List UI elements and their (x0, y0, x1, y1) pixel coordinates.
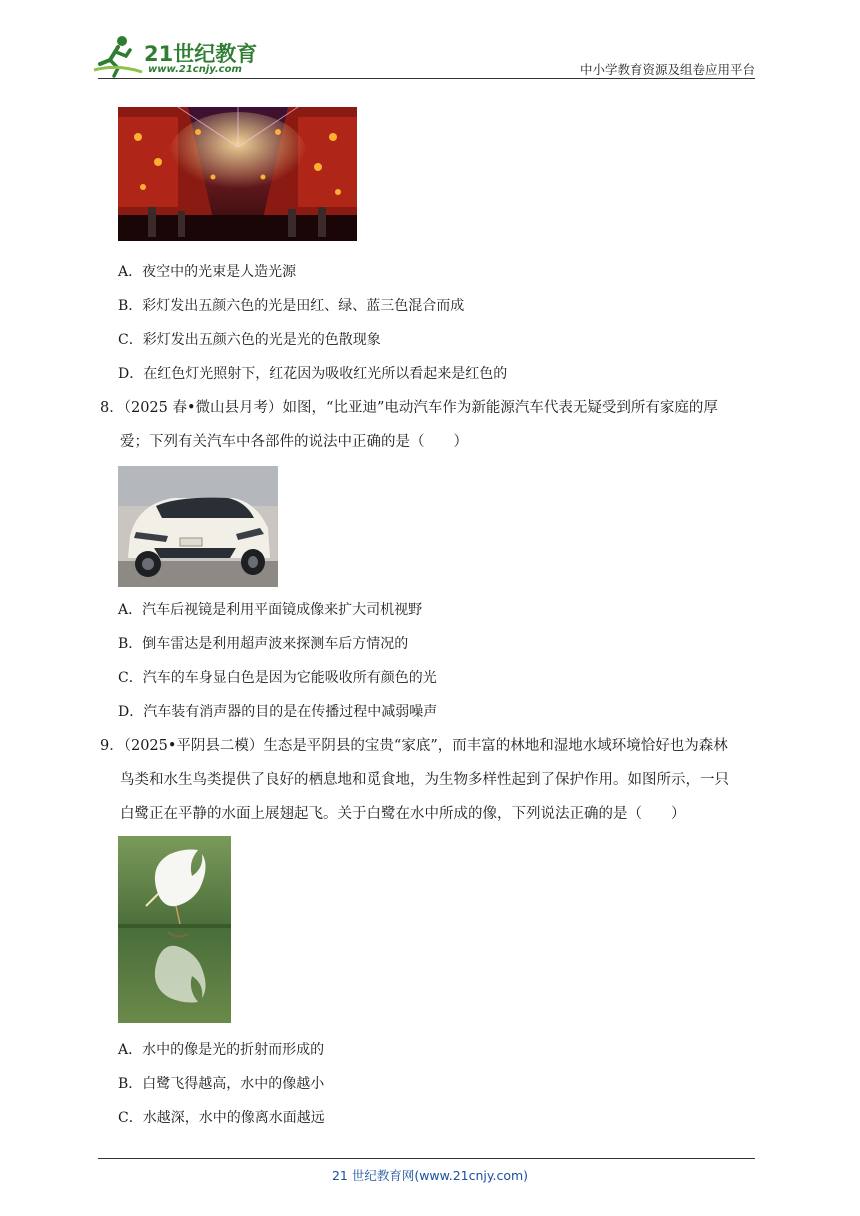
q9-option-c[interactable]: C．水越深，水中的像离水面越远 (118, 1110, 325, 1126)
site-logo[interactable] (92, 34, 262, 78)
q7-option-b[interactable]: B．彩灯发出五颜六色的光是田红、绿、蓝三色混合而成 (118, 298, 465, 314)
q8-stem-line2: 爱；下列有关汽车中各部件的说法中正确的是（ ） (120, 434, 468, 450)
runner-logo-icon (92, 34, 144, 78)
q7-option-c[interactable]: C．彩灯发出五颜六色的光是光的色散现象 (118, 332, 381, 348)
q9-stem (100, 729, 765, 831)
q8-option-c[interactable]: C．汽车的车身显白色是因为它能吸收所有颜色的光 (118, 670, 437, 686)
q7-option-a[interactable]: A．夜空中的光束是人造光源 (118, 264, 297, 280)
q9-stem-line3: 白鹭正在平静的水面上展翅起飞。关于白鹭在水中所成的像，下列说法正确的是（ ） (120, 806, 686, 822)
header-divider (98, 78, 755, 79)
footer-link[interactable]: 21 世纪教育网(www.21cnjy.com) (331, 1168, 529, 1183)
q9-option-b[interactable]: B．白鹭飞得越高，水中的像越小 (118, 1076, 325, 1092)
q8-option-a[interactable]: A．汽车后视镜是利用平面镜成像来扩大司机视野 (118, 602, 423, 618)
q9-stem-line1: 9．（2025•平阴县二模）生态是平阴县的宝贵“家底”，而丰富的林地和湿地水域环境恰好也为森林 (100, 738, 728, 754)
platform-title: 中小学教育资源及组卷应用平台 (579, 62, 755, 77)
q9-option-a[interactable]: A．水中的像是光的折射而形成的 (118, 1042, 325, 1058)
page-header (0, 0, 860, 80)
logo-text: 21世纪教育 (144, 42, 258, 66)
q8-option-b[interactable]: B．倒车雷达是利用超声波来探测车后方情况的 (118, 636, 409, 652)
egret-reflection-image (118, 836, 231, 1023)
q9-stem-line2: 鸟类和水生鸟类提供了良好的栖息地和觅食地，为生物多样性起到了保护作用。如图所示，一只 (120, 772, 729, 788)
night-lantern-street-image (118, 107, 357, 241)
q8-option-d[interactable]: D．汽车装有消声器的目的是在传播过程中减弱噪声 (118, 704, 438, 720)
logo-url: www.21cnjy.com (148, 64, 242, 75)
footer-divider (98, 1158, 755, 1159)
q8-stem-line1: 8．（2025 春•微山县月考）如图，“比亚迪”电动汽车作为新能源汽车代表无疑受到所有家庭的厚 (100, 400, 718, 416)
q8-stem (100, 391, 765, 459)
q7-option-d[interactable]: D．在红色灯光照射下，红花因为吸收红光所以看起来是红色的 (118, 366, 508, 382)
white-electric-car-image (118, 466, 278, 587)
